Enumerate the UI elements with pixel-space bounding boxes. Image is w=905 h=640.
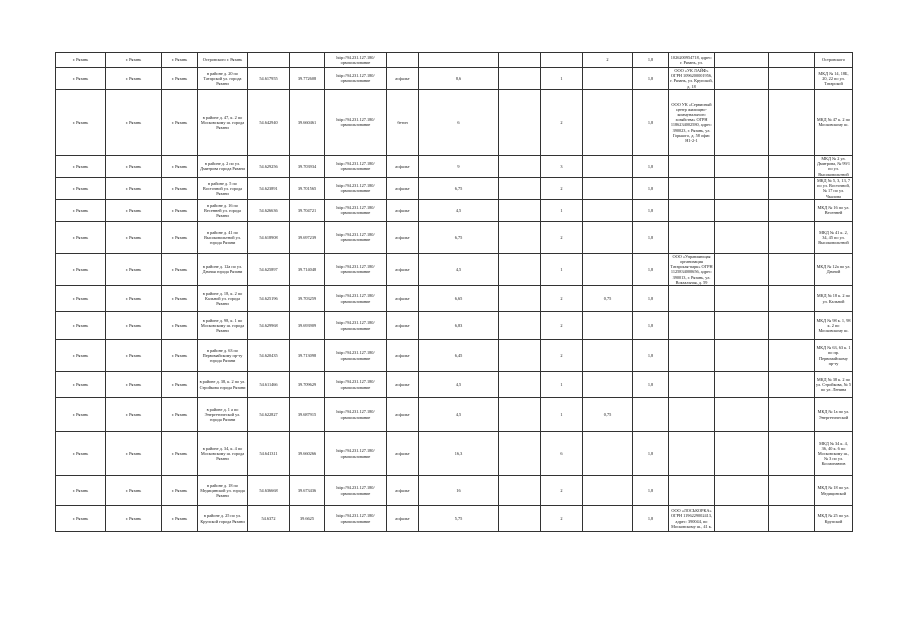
table-cell: 6	[541, 432, 583, 476]
table-cell	[769, 432, 815, 476]
table-cell: бетон	[387, 89, 419, 155]
table-cell: 6,75	[419, 221, 499, 253]
table-cell: г. Рязань	[162, 476, 198, 506]
table-row	[56, 286, 853, 312]
table-cell	[583, 68, 633, 90]
table-cell: 1	[541, 199, 583, 221]
table-cell	[583, 177, 633, 199]
table-cell: МКД № 38 к. 2 по ул. Стройкова, № 5 по ул. Ленина	[815, 372, 853, 398]
table-cell: г. Рязань	[106, 432, 162, 476]
table-cell	[669, 340, 715, 372]
table-cell	[583, 476, 633, 506]
table-cell: г. Рязань	[56, 68, 106, 90]
table-cell: http://94.231.127.180/ормпользование	[325, 177, 387, 199]
table-cell: в районе д. 63 по Первомайскому пр-ту города Рязани	[198, 340, 248, 372]
table-cell	[715, 340, 769, 372]
table-cell	[715, 177, 769, 199]
table-cell: в районе д. 34, к. 4 по Московскому ш. города Рязани	[198, 432, 248, 476]
table-cell: в районе д. 1 а по Энергетической ул. города Рязани	[198, 398, 248, 432]
table-cell: асфальт	[387, 199, 419, 221]
table-cell: 4,5	[419, 199, 499, 221]
table-cell: асфальт	[387, 312, 419, 340]
table-cell: 6,75	[419, 177, 499, 199]
table-cell: 2	[583, 53, 633, 68]
table-cell	[669, 199, 715, 221]
table-cell: 54.623891	[248, 177, 290, 199]
table-cell	[715, 312, 769, 340]
table-cell: г. Рязань	[56, 89, 106, 155]
table-cell	[583, 340, 633, 372]
table-cell: http://94.231.127.180/ормпользование	[325, 506, 387, 532]
table-cell	[715, 476, 769, 506]
table-cell: http://94.231.127.180/ормпользование	[325, 253, 387, 285]
table-cell	[715, 53, 769, 68]
table-cell: в районе д. 12а по ул. Дачная города Рязани	[198, 253, 248, 285]
table-cell: МКД № 34 к. 4, 36, 40 к. 6 по Московскому ш., № 3 по ул. Космонавтов	[815, 432, 853, 476]
table-cell: г. Рязань	[162, 253, 198, 285]
table-cell: г. Рязань	[106, 155, 162, 177]
table-cell: г. Рязань	[106, 199, 162, 221]
table-cell: асфальт	[387, 155, 419, 177]
table-cell	[769, 199, 815, 221]
table-cell: МКД № 2 ул. Дмитрова, № 99/1 по ул. Высоковольтной	[815, 155, 853, 177]
table-cell: асфальт	[387, 506, 419, 532]
table-row	[56, 155, 853, 177]
table-cell	[769, 53, 815, 68]
table-cell	[769, 340, 815, 372]
table-cell: г. Рязань	[162, 53, 198, 68]
table-cell: в районе д. 25 по ул. Крупской города Рязани	[198, 506, 248, 532]
table-cell	[715, 432, 769, 476]
table-cell: 54.611466	[248, 372, 290, 398]
table-cell	[499, 432, 541, 476]
table-cell: 39.703259	[290, 286, 325, 312]
table-cell: г. Рязань	[106, 253, 162, 285]
table-cell: в районе д. 18, к. 2 по Кальной ул. города Рязани	[198, 286, 248, 312]
table-cell: г. Рязань	[56, 340, 106, 372]
table-cell: 1,8	[633, 340, 669, 372]
table-cell	[669, 286, 715, 312]
table-cell: 54.629256	[248, 155, 290, 177]
table-cell: г. Рязань	[56, 253, 106, 285]
table-cell	[499, 372, 541, 398]
table-cell: 54.629968	[248, 312, 290, 340]
table-cell: 6,45	[419, 340, 499, 372]
table-cell	[769, 221, 815, 253]
table-cell: 9	[419, 155, 499, 177]
table-cell: 2	[541, 506, 583, 532]
table-cell: г. Рязань	[106, 398, 162, 432]
table-cell: МКД № 41 к. 2, 34, 45 по ул. Высоковольтной	[815, 221, 853, 253]
table-cell: 39.772608	[290, 68, 325, 90]
table-cell: МКД № 25 по ул. Крупской	[815, 506, 853, 532]
table-cell: 2	[541, 286, 583, 312]
table-cell: г. Рязань	[106, 53, 162, 68]
table-cell: г. Рязань	[56, 155, 106, 177]
table-cell	[499, 53, 541, 68]
table-row	[56, 221, 853, 253]
table-cell: http://94.231.127.180/ормпользование	[325, 89, 387, 155]
table-cell	[769, 476, 815, 506]
table-cell: 2	[541, 177, 583, 199]
table-row	[56, 312, 853, 340]
table-cell: г. Рязань	[162, 372, 198, 398]
table-cell: 6	[419, 89, 499, 155]
table-cell	[769, 398, 815, 432]
table-cell: 39.6625	[290, 506, 325, 532]
table-cell	[669, 476, 715, 506]
table-cell	[290, 53, 325, 68]
table-cell: http://94.231.127.180/ормпользование	[325, 432, 387, 476]
table-cell	[541, 53, 583, 68]
table-cell: 2	[541, 221, 583, 253]
table-cell: МКД № 98 к. 1, 98 к. 2 по Московскому ш.	[815, 312, 853, 340]
table-cell	[669, 432, 715, 476]
table-cell: г. Рязань	[162, 312, 198, 340]
table-cell: 2	[541, 89, 583, 155]
table-cell: МКД № 18 к. 2 по ул. Кальной	[815, 286, 853, 312]
table-cell: асфальт	[387, 372, 419, 398]
table-cell: г. Рязань	[162, 89, 198, 155]
table-cell: МКД № 1а по ул. Энергетической	[815, 398, 853, 432]
table-row	[56, 340, 853, 372]
table-cell	[583, 372, 633, 398]
table-cell	[715, 68, 769, 90]
table-cell: в районе д. 18 по Медицинской ул. города Рязани	[198, 476, 248, 506]
table-cell: г. Рязань	[56, 199, 106, 221]
table-cell	[583, 432, 633, 476]
table-cell: 1,8	[633, 177, 669, 199]
table-cell	[769, 89, 815, 155]
table-cell: ООО «УК ЛАЙФ» ОГРН 1096200001956, г. Рязань, ул. Крупской, д. 18	[670, 68, 713, 89]
table-cell	[583, 199, 633, 221]
table-cell: 54.622827	[248, 398, 290, 432]
table-cell: 5,75	[419, 506, 499, 532]
table-cell: в районе д. 16 по Весенней ул. города Рязани	[198, 199, 248, 221]
table-cell: 1,8	[633, 68, 669, 90]
table-cell: г. Рязань	[56, 312, 106, 340]
table-cell: асфальт	[387, 253, 419, 285]
table-cell: Островского г. Рязань	[198, 53, 248, 68]
table-cell: МКД № 14, 18Б, 20, 22 по ул. Татарской	[815, 68, 853, 90]
table-cell: 54.617955	[248, 68, 290, 90]
table-cell: http://94.231.127.180/ормпользование	[325, 53, 387, 68]
table-cell	[499, 199, 541, 221]
table-cell: 54.625196	[248, 286, 290, 312]
table-cell: г. Рязань	[106, 372, 162, 398]
table-cell	[499, 506, 541, 532]
table-cell: 39.660461	[290, 89, 325, 155]
table-cell	[583, 155, 633, 177]
table-cell: г. Рязань	[162, 398, 198, 432]
table-cell: http://94.231.127.180/ормпользование	[325, 398, 387, 432]
table-cell	[669, 398, 715, 432]
table-cell: в районе д. 41 по Высоковольтной ул. города Рязани	[198, 221, 248, 253]
table-cell: асфальт	[387, 177, 419, 199]
table-cell: 1,8	[633, 253, 669, 285]
table-cell	[715, 398, 769, 432]
table-cell: 1,8	[633, 155, 669, 177]
table-cell: асфальт	[387, 340, 419, 372]
table-cell: г. Рязань	[106, 177, 162, 199]
table-cell	[499, 68, 541, 90]
table-cell: в районе д. 38, к. 2 по ул. Стройкова города Рязани	[198, 372, 248, 398]
table-cell: 54.641311	[248, 432, 290, 476]
table-cell: 2	[541, 476, 583, 506]
table-cell: 39.693909	[290, 312, 325, 340]
table-cell	[583, 221, 633, 253]
table-cell	[499, 253, 541, 285]
table-cell: г. Рязань	[162, 340, 198, 372]
table-row	[56, 177, 853, 199]
table-cell: 1,8	[633, 372, 669, 398]
table-cell: 39.714048	[290, 253, 325, 285]
table-row	[56, 506, 853, 532]
table-cell	[715, 155, 769, 177]
table-cell: в районе д. 20 по Татарской ул. города Рязани	[198, 68, 248, 90]
table-cell: http://94.231.127.180/ормпользование	[325, 221, 387, 253]
table-cell	[715, 89, 769, 155]
table-cell: 1,8	[633, 506, 669, 532]
table-cell	[769, 506, 815, 532]
table-cell	[669, 372, 715, 398]
registry-table	[55, 52, 853, 532]
table-cell: http://94.231.127.180/ормпользование	[325, 286, 387, 312]
table-cell: 1	[541, 398, 583, 432]
table-cell: 1,8	[633, 199, 669, 221]
table-cell	[669, 221, 715, 253]
table-cell	[499, 340, 541, 372]
table-cell: 54.636668	[248, 476, 290, 506]
table-cell: 6,65	[419, 286, 499, 312]
table-row	[56, 89, 853, 155]
table-cell: http://94.231.127.180/ормпользование	[325, 199, 387, 221]
table-row	[56, 398, 853, 432]
table-cell: 54.620435	[248, 340, 290, 372]
table-cell	[499, 476, 541, 506]
table-cell: 1	[541, 68, 583, 90]
table-cell	[769, 372, 815, 398]
table-cell: ООО «ЛОСЬКОРКА» ОГРН 1196229002413, адрес: 390044, по Московскому ш., 41 к.	[669, 506, 715, 532]
table-cell: http://94.231.127.180/ормпользование	[325, 312, 387, 340]
table-cell: 1026200954718, адрес: г. Рязань, ул.	[669, 53, 715, 68]
table-cell: г. Рязань	[56, 221, 106, 253]
table-cell: г. Рязань	[162, 68, 198, 90]
table-cell: 54.6372	[248, 506, 290, 532]
table-cell: г. Рязань	[56, 476, 106, 506]
table-cell	[715, 253, 769, 285]
table-cell: http://94.231.127.180/ормпользование	[325, 155, 387, 177]
table-cell: г. Рязань	[106, 286, 162, 312]
table-cell	[633, 398, 669, 432]
table-cell: г. Рязань	[162, 177, 198, 199]
table-cell: г. Рязань	[162, 221, 198, 253]
table-cell: в районе д. 5 по Восточной ул. города Рязани	[198, 177, 248, 199]
table-cell	[715, 372, 769, 398]
table-cell: г. Рязань	[56, 177, 106, 199]
table-row	[56, 372, 853, 398]
table-cell: г. Рязань	[56, 506, 106, 532]
table-body	[56, 53, 853, 532]
table-cell: 3	[541, 155, 583, 177]
table-row	[56, 432, 853, 476]
table-cell	[669, 155, 715, 177]
table-cell: 8,6	[419, 68, 499, 90]
table-cell: 1,8	[633, 312, 669, 340]
table-cell	[669, 312, 715, 340]
table-cell: г. Рязань	[56, 432, 106, 476]
table-cell: г. Рязань	[162, 286, 198, 312]
table-cell	[583, 312, 633, 340]
table-cell	[248, 53, 290, 68]
table-cell	[669, 177, 715, 199]
table-cell: 54.626636	[248, 199, 290, 221]
table-cell: г. Рязань	[162, 506, 198, 532]
table-cell: в районе д. 2 по ул. Дмитрова города Рязани	[198, 155, 248, 177]
table-cell: 54.642940	[248, 89, 290, 155]
table-row	[56, 53, 853, 68]
table-cell	[583, 89, 633, 155]
table-cell: г. Рязань	[106, 89, 162, 155]
table-cell	[419, 53, 499, 68]
table-cell	[715, 506, 769, 532]
table-cell: МКД № 5, 3, 13, 7 по ул. Восточной, № 17 по ул. Чкалова	[815, 177, 853, 199]
table-cell: в районе д. 47, к. 2 по Московскому ш. города Рязани	[198, 89, 248, 155]
table-cell: 1,8	[633, 89, 669, 155]
table-cell: г. Рязань	[106, 312, 162, 340]
table-cell: 1	[541, 372, 583, 398]
table-row	[56, 68, 853, 90]
table-cell: http://94.231.127.180/ормпользование	[325, 68, 387, 90]
table-cell: 54.618908	[248, 221, 290, 253]
table-cell: ООО «Управляющая организация Татарская-парк» ОГРН 1125834000656, адрес: 390013, г. Рязань, ул. Вокзальная, д. 59	[670, 253, 713, 285]
table-cell: г. Рязань	[56, 286, 106, 312]
table-cell	[769, 177, 815, 199]
table-cell: 1	[541, 253, 583, 285]
table-cell: г. Рязань	[106, 340, 162, 372]
table-cell: 4,5	[419, 372, 499, 398]
table-cell: г. Рязань	[56, 372, 106, 398]
table-cell: 1,8	[633, 432, 669, 476]
table-cell: 0,75	[583, 286, 633, 312]
table-cell: МКД № 18 по ул. Медицинской	[815, 476, 853, 506]
table-cell	[769, 68, 815, 90]
table-cell: г. Рязань	[106, 221, 162, 253]
table-cell: г. Рязань	[106, 506, 162, 532]
table-cell: МКД № 16 по ул. Весенней	[815, 199, 853, 221]
table-row	[56, 253, 853, 285]
table-cell	[583, 253, 633, 285]
table-cell: асфальт	[387, 398, 419, 432]
table-cell	[715, 199, 769, 221]
table-cell: г. Рязань	[56, 53, 106, 68]
table-cell: 39.709629	[290, 372, 325, 398]
table-cell: в районе д. 98, к. 1 по Московскому ш. города Рязани	[198, 312, 248, 340]
table-cell: асфальт	[387, 476, 419, 506]
table-row	[56, 199, 853, 221]
table-cell: МКД № 63, 63 к. 1 по пр. Первомайскому пр-ту	[815, 340, 853, 372]
table-cell: 39.660266	[290, 432, 325, 476]
table-cell	[583, 506, 633, 532]
table-cell: 39.713098	[290, 340, 325, 372]
table-cell: МКД № 12а по ул. Дачной	[815, 253, 853, 285]
table-cell: 1,8	[633, 476, 669, 506]
table-cell: 4,5	[419, 253, 499, 285]
table-cell	[769, 155, 815, 177]
table-cell: 39.697239	[290, 221, 325, 253]
table-cell: 39.703934	[290, 155, 325, 177]
table-cell: 1,8	[633, 286, 669, 312]
table-row	[56, 476, 853, 506]
table-cell: г. Рязань	[106, 476, 162, 506]
table-cell: 1,8	[633, 53, 669, 68]
table-cell: 16,3	[419, 432, 499, 476]
table-cell	[769, 286, 815, 312]
table-cell: г. Рязань	[162, 432, 198, 476]
table-cell: ООО УК «Сервисный центр жилищно-коммунального хозяйства» ОГРН 1186234002580, адрес: 390023, г. Рязань, ул. Горького, д. 58 офис Н1-2-1	[669, 89, 715, 155]
table-cell: 39.704721	[290, 199, 325, 221]
table-cell: асфальт	[387, 68, 419, 90]
table-cell: 1,8	[633, 221, 669, 253]
table-cell: 16	[419, 476, 499, 506]
table-cell: http://94.231.127.180/ормпользование	[325, 476, 387, 506]
table-cell: 2	[541, 312, 583, 340]
table-cell	[499, 89, 541, 155]
table-cell	[769, 312, 815, 340]
table-cell	[387, 53, 419, 68]
table-cell: г. Рязань	[56, 398, 106, 432]
table-cell: 4,5	[419, 398, 499, 432]
table-cell: http://94.231.127.180/ормпользование	[325, 340, 387, 372]
table-cell: асфальт	[387, 432, 419, 476]
table-cell: 54.625897	[248, 253, 290, 285]
table-cell: г. Рязань	[162, 199, 198, 221]
table-cell	[499, 155, 541, 177]
table-cell	[499, 286, 541, 312]
table-cell	[499, 398, 541, 432]
table-cell: г. Рязань	[162, 155, 198, 177]
table-cell: МКД № 47 к. 2 по Московскому ш.	[815, 89, 853, 155]
table-cell	[499, 177, 541, 199]
table-cell: асфальт	[387, 286, 419, 312]
table-cell	[499, 221, 541, 253]
table-cell: г. Рязань	[106, 68, 162, 90]
table-cell: 39.687915	[290, 398, 325, 432]
table-cell: 39.701565	[290, 177, 325, 199]
table-cell: http://94.231.127.180/ормпользование	[325, 372, 387, 398]
table-cell	[715, 286, 769, 312]
table-cell	[769, 253, 815, 285]
table-cell: 2	[541, 340, 583, 372]
table-cell: 39.673436	[290, 476, 325, 506]
table-cell	[715, 221, 769, 253]
table-cell: асфальт	[387, 221, 419, 253]
table-cell: 0,75	[583, 398, 633, 432]
table-cell: Островского	[815, 53, 853, 68]
table-cell	[499, 312, 541, 340]
table-cell: 6,83	[419, 312, 499, 340]
